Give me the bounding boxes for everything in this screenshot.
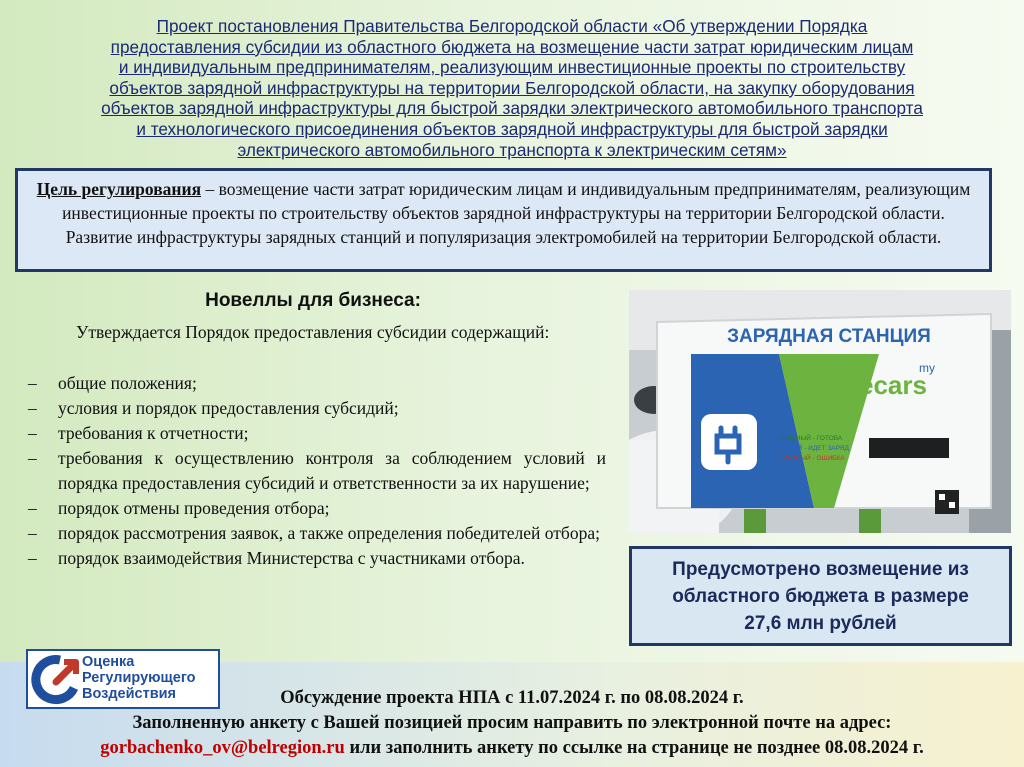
regulation-goal-box bbox=[15, 168, 992, 272]
email-link[interactable]: gorbachenko_ov@belregion.ru bbox=[100, 738, 345, 758]
list-item-text: общие положения; bbox=[58, 373, 197, 393]
list-item-text: требования к отчетности; bbox=[58, 423, 249, 443]
title-line: предоставления субсидии из областного бюджета на возмещение части затрат юридическим лицам bbox=[110, 36, 914, 57]
dash-bullet: – bbox=[28, 448, 37, 468]
funding-line: областного бюджета в размере bbox=[672, 585, 969, 607]
title-line: объектов зарядной инфраструктуры для быстрой зарядки электрического автомобильного транспорта bbox=[101, 98, 923, 119]
logo-line: Регулирующего bbox=[82, 670, 196, 686]
charging-station-photo bbox=[629, 290, 1011, 533]
list-item-text: требования к осуществлению контроля за соблюдением условий и порядка предоставления субсидий и ответственности за их нарушение; bbox=[58, 448, 606, 493]
novelties-list bbox=[28, 371, 606, 571]
list-item bbox=[28, 546, 606, 571]
dash-bullet: – bbox=[28, 523, 37, 543]
status-line-green: ЗЕЛЕНЫЙ - ГОТОВА bbox=[779, 435, 843, 442]
regulation-goal-text: – возмещение части затрат юридическим лицам и индивидуальным предпринимателям, реализующим инвестиционные проекты по строительству объектов зарядной инфраструктуры на территории Белгородской области. Развитие инфраструктуры зарядных станций и популяризация электромобилей на территории Белгородской области. bbox=[62, 179, 971, 247]
novelties-heading: Новеллы для бизнеса: bbox=[205, 290, 421, 311]
list-item bbox=[28, 521, 606, 546]
status-line-red: КРАСНЫЙ - ОШИБКА bbox=[779, 455, 845, 462]
dash-bullet: – bbox=[28, 373, 37, 393]
title-line: объектов зарядной инфраструктуры на территории Белгородской области, на закупку оборудования bbox=[109, 77, 915, 98]
discussion-info bbox=[0, 686, 1024, 761]
dash-bullet: – bbox=[28, 498, 37, 518]
dash-bullet: – bbox=[28, 398, 37, 418]
list-item-text: порядок отмены проведения отбора; bbox=[58, 498, 330, 518]
regulation-goal-label: Цель регулирования bbox=[36, 179, 202, 199]
discussion-instruction: Заполненную анкету с Вашей позицией просим направить по электронной почте на адрес: bbox=[132, 713, 892, 733]
sign-text: ЗАРЯДНАЯ СТАНЦИЯ bbox=[727, 326, 931, 347]
list-item bbox=[28, 396, 606, 421]
list-item-text: условия и порядок предоставления субсидий; bbox=[58, 398, 399, 418]
title-line: Проект постановления Правительства Белгородской области «Об утверждении Порядка bbox=[156, 16, 868, 36]
title-line: и индивидуальным предпринимателям, реализующим инвестиционные проекты по строительству bbox=[118, 57, 906, 78]
brand-small-text: my bbox=[919, 361, 935, 375]
list-item bbox=[28, 371, 606, 396]
title-line: электрического автомобильного транспорта к электрическим сетям» bbox=[237, 139, 787, 160]
discussion-contact-line bbox=[0, 736, 1024, 761]
list-item bbox=[28, 496, 606, 521]
status-line-blue: СИНИЙ - ИДЕТ ЗАРЯД bbox=[779, 445, 849, 452]
funding-line: 27,6 млн рублей bbox=[744, 612, 897, 634]
list-item-text: порядок рассмотрения заявок, а также определения победителей отбора; bbox=[58, 523, 600, 543]
novelties-intro-text: Утверждается Порядок предоставления субсидии содержащий: bbox=[76, 322, 550, 342]
charging-station-illustration bbox=[629, 290, 1011, 533]
list-item-text: порядок взаимодействия Министерства с участниками отбора. bbox=[58, 548, 525, 568]
logo-line: Воздействия bbox=[82, 686, 176, 702]
novelties-intro bbox=[28, 320, 606, 345]
discussion-period: Обсуждение проекта НПА с 11.07.2024 г. по 08.08.2024 г. bbox=[280, 688, 744, 708]
document-title bbox=[18, 16, 1006, 160]
title-line: и технологического присоединения объектов зарядной инфраструктуры для быстрой зарядки bbox=[136, 118, 888, 139]
list-item bbox=[28, 446, 606, 496]
funding-line: Предусмотрено возмещение из bbox=[672, 558, 969, 580]
dash-bullet: – bbox=[28, 548, 37, 568]
logo-line: Оценка bbox=[82, 654, 135, 670]
dash-bullet: – bbox=[28, 423, 37, 443]
brand-text: ecars bbox=[859, 370, 927, 400]
list-item bbox=[28, 421, 606, 446]
discussion-deadline: или заполнить анкету по ссылке на странице не позднее 08.08.2024 г. bbox=[344, 738, 924, 758]
funding-info-box bbox=[629, 546, 1012, 646]
